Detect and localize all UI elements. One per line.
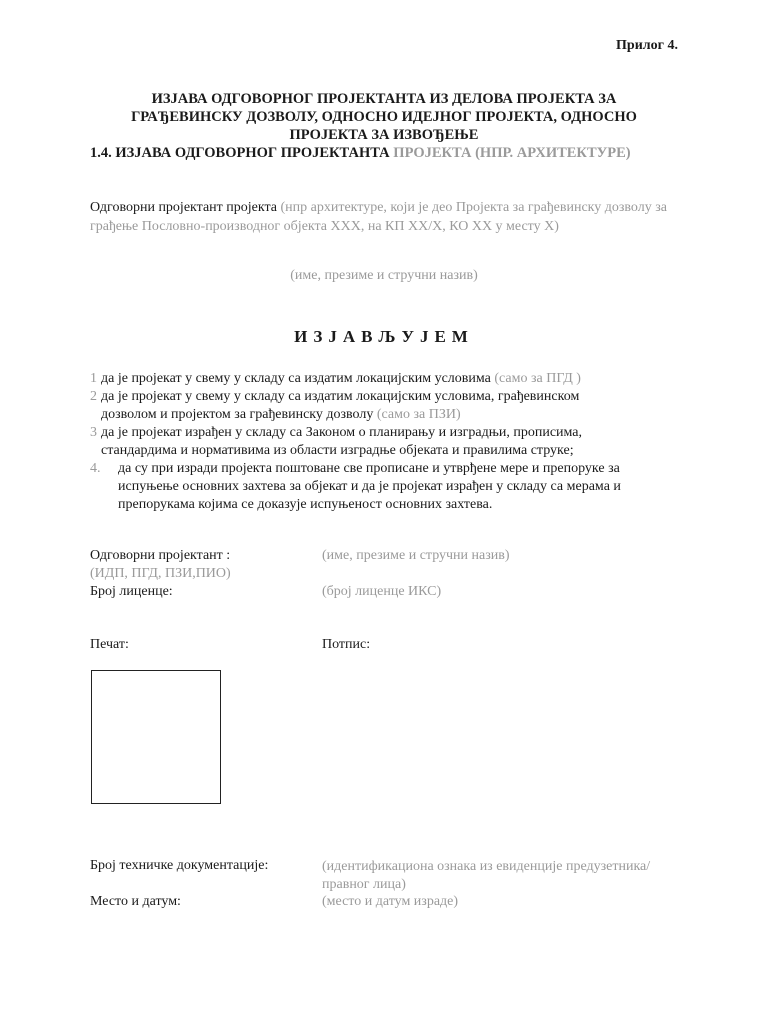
section-heading-hint: ПРОЈЕКТА (НПР. АРХИТЕКТУРЕ) [393, 145, 631, 161]
list-item-hint: (само за ПЗИ) [376, 407, 461, 422]
designer-placeholder: (име, презиме и стручни назив) [322, 548, 510, 563]
list-item-number: 1 [90, 371, 97, 386]
document-title [90, 90, 678, 144]
list-item-number: 4. [90, 461, 101, 476]
license-label: Број лиценце: [90, 584, 173, 599]
designer-label: Одговорни пројектант : [90, 548, 231, 563]
intro-lead: Одговорни пројектант пројекта [90, 200, 277, 215]
designer-type-placeholder: (ИДП, ПГД, ПЗИ,ПИО) [90, 566, 231, 581]
docnum-placeholder: (идентификациона ознака из евиденције предузетника/ правног лица) [322, 859, 651, 892]
list-item-number: 3 [90, 425, 97, 440]
title-line: ГРАЂЕВИНСКУ ДОЗВОЛУ, ОДНОСНО ИДЕЈНОГ ПРОЈЕКТА, ОДНОСНО [131, 109, 637, 125]
title-line: ПРОЈЕКТА ЗА ИЗВОЂЕЊЕ [289, 127, 479, 143]
list-item-text: да је пројекат у свему у складу са издатим локацијским условима [101, 371, 491, 386]
docnum-label: Број техничке документације: [90, 858, 269, 873]
place-date-placeholder: (место и датум израде) [322, 894, 459, 909]
license-placeholder: (број лиценце ИКС) [322, 584, 442, 599]
list-item-hint: (само за ПГД ) [494, 371, 581, 386]
signature-label: Потпис: [322, 637, 371, 652]
intro-paragraph [90, 198, 690, 236]
place-date-label: Место и датум: [90, 894, 181, 909]
list-item-number: 2 [90, 389, 97, 404]
title-line: ИЗЈАВА ОДГОВОРНОГ ПРОЈЕКТАНТА ИЗ ДЕЛОВА ПРОЈЕКТА ЗА [151, 91, 617, 107]
declaration-heading: ИЗЈАВЉУЈЕМ [294, 327, 474, 346]
stamp-label: Печат: [90, 637, 129, 652]
list-item-text: да су при изради пројекта поштоване све прописане и утврђене мере и препоруке за испуњење основних захтева за објекат и да је пројекат израђен у складу са мерама и препорукама којима се доказује испуњеност основних захтева. [118, 461, 621, 512]
intro-hint: (нпр архитектуре, који је део Пројекта за грађевинску дозволу за грађење Пословно-производног објекта XXX, на КП XX/X, КО XX у месту X) [90, 200, 667, 234]
name-placeholder: (име, презиме и стручни назив) [290, 268, 478, 283]
list-item-text: да је пројекат израђен у складу са Законом о планирању и изградњи, прописима, стандардима и нормативима из области изградње објеката и правилима струке; [101, 425, 583, 458]
annex-label: Прилог 4. [616, 38, 678, 53]
section-heading-text: 1.4. ИЗЈАВА ОДГОВОРНОГ ПРОЈЕКТАНТА [90, 145, 390, 161]
list-item-text: да је пројекат у свему у складу са издатим локацијским условима, грађевинском дозволом и пројектом за грађевинску дозволу [101, 389, 580, 422]
section-heading [90, 145, 631, 162]
stamp-box [91, 670, 221, 804]
